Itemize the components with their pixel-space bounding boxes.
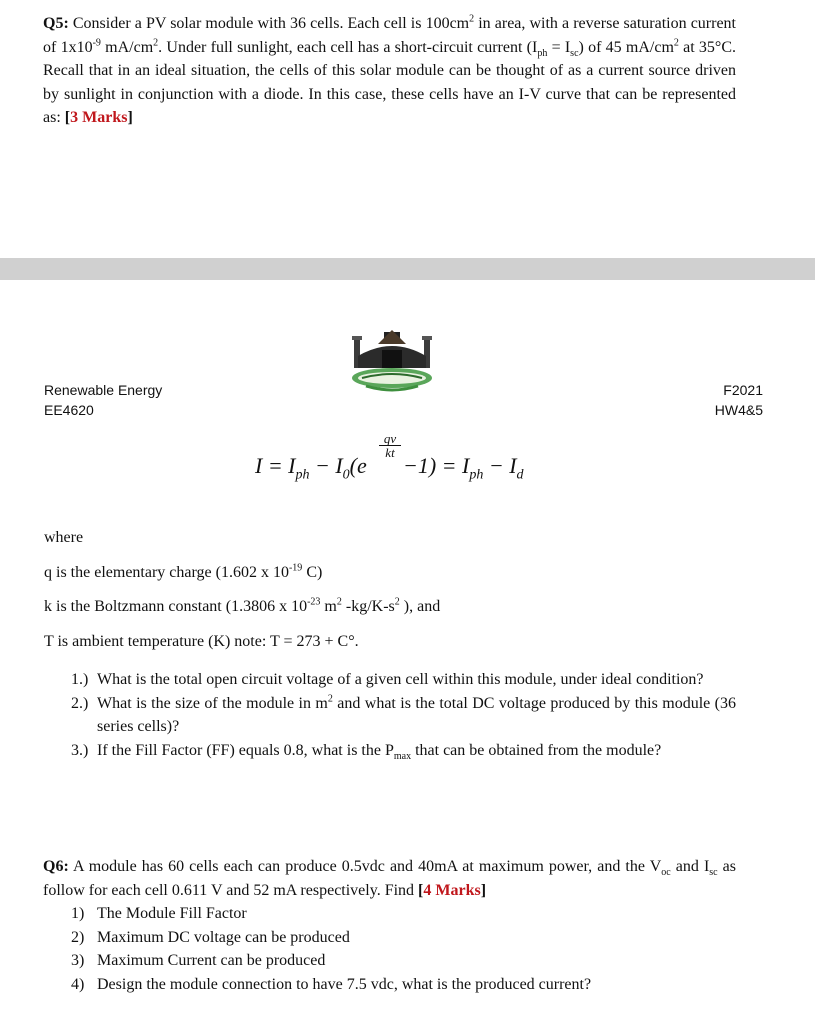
term-header	[715, 380, 763, 420]
item-text: What is the size of the module in m	[97, 694, 328, 712]
where-text: -kg/K-s	[341, 598, 395, 615]
q5-subquestions	[71, 668, 736, 762]
subscript: oc	[661, 867, 671, 879]
list-item	[71, 692, 736, 739]
q5-text: Consider a PV solar module with 36 cells. Each cell is 100cm	[68, 15, 470, 32]
q5-marks: 3 Marks	[70, 109, 128, 126]
where-k	[44, 595, 440, 619]
where-text: k is the Boltzmann constant (1.3806 x 10	[44, 598, 308, 615]
q6-label: Q6:	[43, 858, 69, 875]
eq-sub: d	[516, 467, 524, 483]
q6-text: and I	[670, 858, 710, 875]
where-text: ), and	[399, 598, 441, 615]
superscript: -23	[307, 596, 321, 608]
marks-bracket: ]	[127, 109, 133, 126]
q5-text: . Under full sunlight, each cell has a short-circuit current (I	[158, 38, 538, 56]
exp-numerator: qv	[379, 432, 401, 446]
item-text: If the Fill Factor (FF) equals 0.8, what is the P	[97, 741, 394, 759]
superscript: 2	[153, 37, 159, 49]
term: F2021	[723, 382, 763, 398]
equation-lhs	[255, 453, 367, 483]
subscript: sc	[709, 867, 718, 879]
item-number: 2.)	[71, 694, 89, 712]
list-item	[71, 973, 736, 997]
q6-question	[43, 855, 736, 902]
q5-text: = I	[547, 38, 571, 56]
q6-text: as follow for each cell 0.611 V and 52 mA respectively. Find	[43, 858, 736, 899]
item-number: 1)	[71, 905, 85, 922]
item-text: What is the total open circuit voltage of a given cell within this module, under ideal condition?	[97, 671, 704, 688]
page-divider	[0, 258, 815, 280]
course-code: EE4620	[44, 402, 94, 418]
superscript: -19	[288, 562, 303, 574]
list-item	[71, 739, 736, 763]
q6-subquestions	[71, 902, 736, 996]
subscript: max	[393, 750, 412, 762]
item-text: Maximum DC voltage can be produced	[97, 928, 350, 946]
q6-marks: 4 Marks	[423, 881, 481, 899]
list-item	[71, 902, 736, 926]
eq-text: −1) = I	[403, 453, 470, 478]
university-logo	[348, 330, 436, 396]
course-name: Renewable Energy	[44, 382, 163, 398]
item-number: 4)	[71, 975, 85, 993]
list-item	[71, 949, 736, 973]
eq-text: − I	[483, 453, 517, 478]
item-number: 3.)	[71, 741, 89, 759]
marks-bracket: ]	[480, 881, 487, 899]
eq-text: (e	[349, 453, 367, 478]
item-number: 1.)	[71, 671, 89, 688]
item-text: Design the module connection to have 7.5 vdc, what is the produced current?	[97, 975, 592, 993]
superscript: 2	[394, 596, 400, 608]
where-t: T is ambient temperature (K) note: T = 273 + C°.	[44, 633, 359, 650]
item-text: that can be obtained from the module?	[411, 741, 662, 759]
marks-bracket: [	[418, 881, 424, 899]
eq-sub: ph	[295, 467, 310, 483]
eq-text: − I	[309, 453, 343, 478]
superscript: 2	[469, 13, 475, 25]
q5-text: mA/cm	[100, 38, 154, 56]
eq-sub: 0	[342, 467, 350, 483]
homework-label: HW4&5	[714, 402, 763, 418]
item-text: Maximum Current can be produced	[97, 952, 326, 969]
where-label: where	[44, 529, 84, 546]
where-text: m	[320, 598, 337, 615]
item-text: and what is the total DC voltage produced by this module (36 series cells)?	[97, 694, 736, 735]
item-text: The Module Fill Factor	[97, 905, 247, 922]
superscript: 2	[673, 37, 679, 49]
eq-sub: ph	[469, 467, 484, 483]
superscript: -9	[92, 37, 101, 49]
eq-text: I = I	[255, 453, 296, 478]
q5-text: in area, with a reverse saturation current of 1x10	[43, 15, 737, 56]
subscript: sc	[570, 47, 579, 59]
where-text: q is the elementary charge (1.602 x 10	[44, 564, 289, 581]
q6-text: A module has 60 cells each can produce 0.5vdc and 40mA at maximum power, and the V	[68, 858, 662, 875]
equation-exponent	[379, 432, 401, 459]
item-number: 2)	[71, 928, 85, 946]
superscript: 2	[336, 596, 342, 608]
iv-equation	[255, 432, 575, 492]
list-item	[71, 668, 736, 692]
list-item	[71, 926, 736, 950]
q5-text: at 35°C. Recall that in an ideal situation, the cells of this solar module can be thought of as a current source driven by sunlight in conjunction with a diode. In this case, these cells have an I-V curve that can be represented as:	[43, 38, 736, 126]
where-text: C)	[302, 564, 323, 581]
superscript: 2	[327, 693, 333, 705]
q5-text: ) of 45 mA/cm	[578, 38, 674, 56]
marks-bracket: [	[64, 109, 71, 126]
course-header	[44, 380, 162, 420]
q5-label: Q5:	[43, 15, 69, 32]
subscript: ph	[537, 47, 548, 59]
where-q	[44, 561, 322, 585]
q5-question	[43, 12, 736, 130]
equation-rhs	[403, 453, 524, 483]
exp-denominator: kt	[385, 445, 395, 460]
item-number: 3)	[71, 952, 85, 969]
